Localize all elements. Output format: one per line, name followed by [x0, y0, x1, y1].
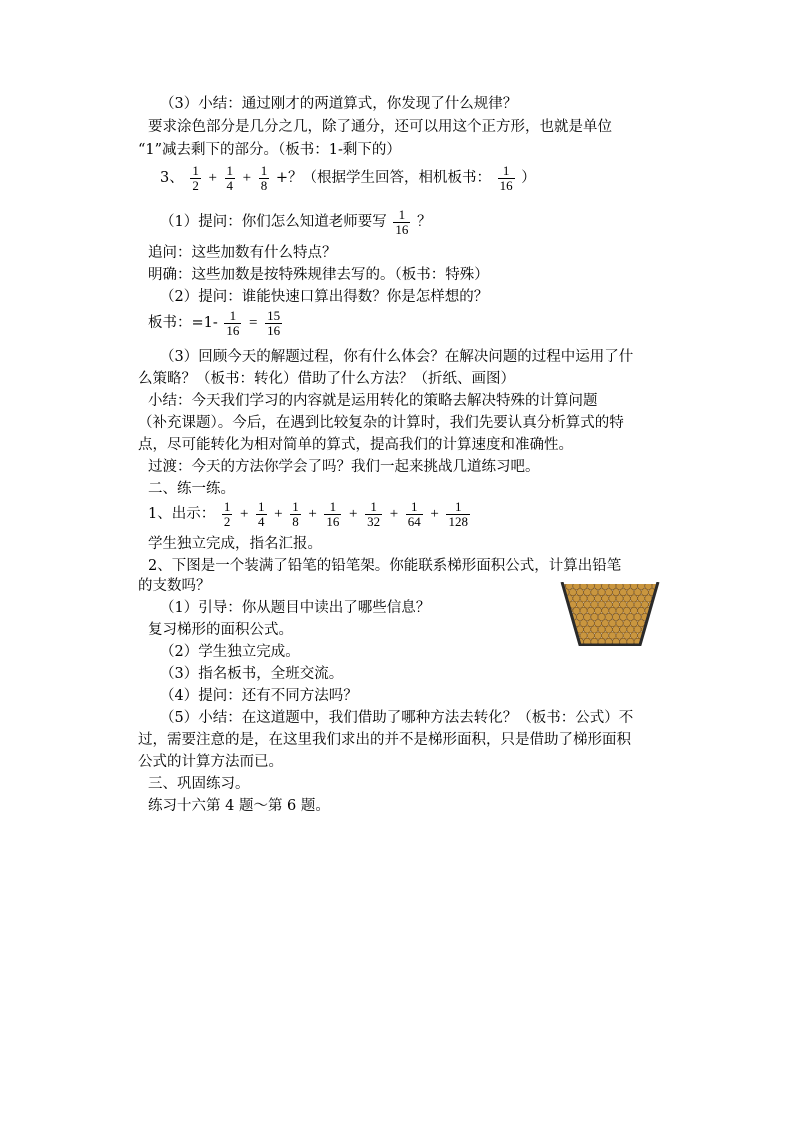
item-3-expression — [160, 163, 536, 193]
item-number: 3、 — [160, 170, 184, 186]
paragraph-line: 的支数吗？ — [138, 578, 211, 594]
pencil-end — [645, 632, 652, 639]
question-mark: ？ — [416, 214, 432, 230]
pencil-end — [656, 638, 660, 645]
expression-note: +？（根据学生回答，相机板书： — [275, 170, 491, 186]
paragraph-line: 要求涂色部分是几分之几，除了通分，还可以用这个正方形，也就是单位 — [148, 119, 612, 135]
paragraph-line: （补充课题）。今后，在遇到比较复杂的计算时，我们先要认真分析算式的特 — [138, 415, 624, 431]
clarify: 明确：这些加数是按特殊规律去写的。（板书：特殊） — [148, 267, 489, 283]
step-4: （4）提问：还有不同方法吗？ — [160, 688, 358, 704]
step-2: （2）学生独立完成。 — [160, 644, 300, 660]
pencil-end — [560, 607, 566, 614]
section-heading-3: 三、巩固练习。 — [148, 776, 250, 792]
pencil-end — [656, 626, 660, 633]
pencil-end — [560, 620, 566, 627]
pencil-end — [652, 607, 659, 614]
paragraph-line: “1”减去剩下的部分。（板书：1-剩下的） — [138, 142, 401, 158]
step-5: （5）小结：在这道题中，我们借助了哪种方法去转化？（板书：公式）不 — [160, 710, 634, 726]
pencil-holder-trapezoid-icon — [560, 582, 660, 646]
paragraph-line: 小结：今天我们学习的内容就是运用转化的策略去解决特殊的计算问题 — [148, 393, 598, 409]
question-1 — [160, 207, 431, 237]
paragraph-line: 过渡：今天的方法你学会了吗？我们一起来挑战几道练习吧。 — [148, 459, 540, 475]
pencil-end — [652, 632, 659, 639]
fraction: $\frac{1}{32}$ — [367, 498, 381, 529]
board-label: 板书：=1- — [148, 315, 218, 331]
pencil-end — [562, 613, 569, 620]
fraction: $\frac{1}{16}$ — [226, 307, 240, 338]
plus-sign: + — [274, 506, 283, 522]
pencil-end — [562, 626, 569, 633]
plus-sign: + — [242, 170, 252, 186]
fraction: $\frac{1}{64}$ — [407, 498, 421, 529]
fraction: $\frac{1}{16}$ — [499, 162, 513, 193]
fraction: $\frac{15}{16}$ — [267, 307, 281, 338]
fraction: $\frac{1}{2}$ — [223, 498, 231, 529]
pencil-end — [566, 632, 573, 639]
section-heading-2: 二、练一练。 — [148, 481, 235, 497]
fraction: $\frac{1}{128}$ — [448, 498, 468, 529]
paragraph-line: 过，需要注意的是，在这里我们求出的并不是梯形面积，只是借助了梯形面积 — [138, 732, 631, 748]
step-3: （3）指名板书，全班交流。 — [160, 666, 344, 682]
follow-up: 追问：这些加数有什么特点？ — [148, 245, 337, 261]
equals-sign: = — [249, 315, 258, 331]
paragraph-line: 学生独立完成，指名汇报。 — [148, 536, 322, 552]
pencil-end — [652, 620, 659, 627]
plus-sign: + — [208, 170, 217, 186]
plus-sign: + — [389, 506, 399, 522]
question-2: （2）提问：谁能快速口算出得数？你是怎样想的？ — [160, 289, 489, 305]
paragraph-line: 练习十六第 4 题～第 6 题。 — [148, 798, 330, 814]
guide-question: （1）引导：你从题目中读出了哪些信息？ — [160, 600, 431, 616]
exercise-label: 1、出示： — [148, 506, 216, 522]
plus-sign: + — [349, 506, 358, 522]
board-writing — [148, 307, 284, 339]
plus-sign: + — [239, 506, 249, 522]
pencil-end — [560, 632, 566, 639]
exercise-1-expression — [148, 497, 472, 531]
question-text: （1）提问：你们怎么知道老师要写 — [160, 214, 387, 230]
pencil-end — [648, 638, 655, 645]
fraction: $\frac{1}{2}$ — [192, 162, 199, 193]
pencil-end — [656, 613, 660, 620]
fraction: $\frac{1}{8}$ — [260, 162, 268, 193]
paragraph-line: 复习梯形的面积公式。 — [148, 622, 293, 638]
paragraph-line: （3）回顾今天的解题过程，你有什么体会？在解决问题的过程中运用了什 — [160, 349, 634, 365]
plus-sign: + — [308, 506, 317, 522]
fraction: $\frac{1}{16}$ — [326, 498, 340, 529]
pencil-end — [656, 601, 660, 608]
paragraph-line: 点，尽可能转化为相对简单的算式，提高我们的计算速度和准确性。 — [138, 437, 573, 453]
fraction: $\frac{1}{8}$ — [292, 498, 299, 529]
fraction: $\frac{1}{4}$ — [258, 498, 265, 529]
summary-1: （3）小结：通过刚才的两道算式，你发现了什么规律？ — [160, 96, 518, 112]
paragraph-line: 公式的计算方法而已。 — [138, 754, 283, 770]
fraction: $\frac{1}{4}$ — [226, 162, 234, 193]
pencil-end — [569, 638, 576, 645]
pencil-end — [648, 626, 655, 633]
plus-sign: + — [430, 506, 439, 522]
closing-paren: ） — [521, 170, 536, 186]
fraction: $\frac{1}{16}$ — [395, 206, 409, 237]
paragraph-line: 2、下图是一个装满了铅笔的铅笔架。你能联系梯形面积公式，计算出铅笔 — [148, 558, 622, 574]
pencil-end — [562, 638, 569, 645]
paragraph-line: 么策略？（板书：转化）借助了什么方法？（折纸、画图） — [138, 371, 515, 387]
